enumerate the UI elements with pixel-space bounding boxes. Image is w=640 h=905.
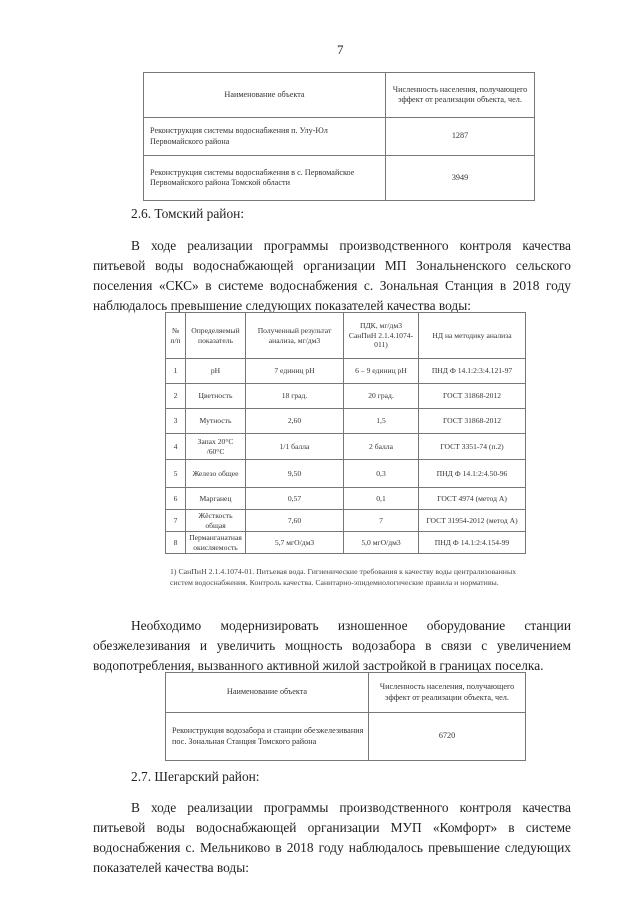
table-cell: 20 град. <box>344 384 419 409</box>
table-cell: 7 <box>344 510 419 532</box>
paragraph: В ходе реализации программы производственного контроля качества питьевой воды водоснабжающей организации МУП «Комфорт» в системе водоснабжения с. Мельниково в 2018 году наблюдалось превышение следующих показателей качества воды: <box>93 800 571 875</box>
table-cell: 2,60 <box>246 409 344 434</box>
table-cell: Жёсткость общая <box>186 510 246 532</box>
table-cell: ПНД Ф 14.1:2:4.154-99 <box>419 532 526 554</box>
table-header: Численность населения, получающего эффект от реализации объекта, чел. <box>386 73 535 118</box>
table-cell: 3949 <box>386 156 535 201</box>
table-cell: 6720 <box>369 713 526 761</box>
table-row <box>166 713 526 761</box>
table-row <box>166 409 526 434</box>
table-row <box>144 156 535 201</box>
table-cell: ПНД Ф 14.1:2:3:4.121-97 <box>419 359 526 384</box>
table-cell: 5,0 мгО/дм3 <box>344 532 419 554</box>
table-cell: 1/1 балла <box>246 434 344 460</box>
table-row <box>166 532 526 554</box>
table-cell: Перманганатная окисляемость <box>186 532 246 554</box>
section-heading: 2.7. Шегарский район: <box>131 769 260 784</box>
table-cell: 1 <box>166 359 186 384</box>
table-cell: Железо общее <box>186 460 246 488</box>
table-cell: Полученный результат анализа, мг/дм3 <box>246 313 344 359</box>
table-row <box>166 359 526 384</box>
table-cell: Наименование объекта <box>166 673 369 713</box>
table-row <box>166 488 526 510</box>
paragraph: Необходимо модернизировать изношенное оборудование станции обезжелезивания и увеличить мощность водозабора в связи с увеличением водопотребления, вызванного активной жилой застройкой в границах поселка. <box>93 618 571 673</box>
table-cell: Реконструкция системы водоснабжения в с. Первомайское Первомайского района Томской области <box>144 156 386 201</box>
table-cell: 4 <box>166 434 186 460</box>
table-cell: 2 <box>166 384 186 409</box>
table-row <box>166 384 526 409</box>
table-cell: Реконструкция системы водоснабжения п. Улу-Юл Первомайского района <box>144 118 386 156</box>
table-cell: НД на методику анализа <box>419 313 526 359</box>
table-cell: Определяемый показатель <box>186 313 246 359</box>
table-row <box>166 460 526 488</box>
table-cell: Цветность <box>186 384 246 409</box>
table-row <box>144 118 535 156</box>
table-cell: ПДК, мг/дм3 СанПиН 2.1.4.1074-011) <box>344 313 419 359</box>
table-cell: 3 <box>166 409 186 434</box>
table-cell: Запах 20°С /60°С <box>186 434 246 460</box>
table-cell: 6 – 9 единиц pH <box>344 359 419 384</box>
table-cell: ГОСТ 4974 (метод А) <box>419 488 526 510</box>
table-cell: 1287 <box>386 118 535 156</box>
table-row <box>166 434 526 460</box>
table-cell: ГОСТ 31954-2012 (метод А) <box>419 510 526 532</box>
section-heading: 2.6. Томский район: <box>131 206 245 221</box>
table-cell: ГОСТ 31868-2012 <box>419 409 526 434</box>
table-cell: 0,3 <box>344 460 419 488</box>
table-cell: 5 <box>166 460 186 488</box>
table-cell: pH <box>186 359 246 384</box>
table-cell: 8 <box>166 532 186 554</box>
table-cell: 7 единиц pH <box>246 359 344 384</box>
table-cell: ГОСТ 3351-74 (п.2) <box>419 434 526 460</box>
table-row <box>166 510 526 532</box>
table-cell: Численность населения, получающего эффект от реализации объекта, чел. <box>369 673 526 713</box>
table-objects-pervomaisky <box>143 72 535 201</box>
table-cell: 0,57 <box>246 488 344 510</box>
table-cell: 1,5 <box>344 409 419 434</box>
water-quality-table <box>165 312 526 554</box>
table-cell: ПНД Ф 14.1:2:4.50-96 <box>419 460 526 488</box>
footnote: 1) СанПиН 2.1.4.1074-01. Питьевая вода. Гигиенические требования к качеству воды централизованных систем водоснабжения. Контроль качества. Санитарно-эпидемиологические правила и нормативы. <box>170 567 517 587</box>
table-cell: 0,1 <box>344 488 419 510</box>
table-cell: 2 балла <box>344 434 419 460</box>
table-cell: 18 град. <box>246 384 344 409</box>
paragraph: В ходе реализации программы производственного контроля качества питьевой воды водоснабжающей организации МП Зональненского сельского поселения «СКС» в системе водоснабжения с. Зональная Станция в 2018 году наблюдалось превышение следующих показателей качества воды: <box>93 238 571 313</box>
table-cell: Мутность <box>186 409 246 434</box>
page-number: 7 <box>337 42 344 57</box>
table-cell: 6 <box>166 488 186 510</box>
table-cell: ГОСТ 31868-2012 <box>419 384 526 409</box>
table-cell: 7,60 <box>246 510 344 532</box>
table-cell: 7 <box>166 510 186 532</box>
table-cell: Реконструкция водозабора и станции обезжелезивания пос. Зональная Станция Томского района <box>166 713 369 761</box>
table-cell: 5,7 мгО/дм3 <box>246 532 344 554</box>
table-cell: Марганец <box>186 488 246 510</box>
table-objects-tomsky <box>165 672 526 761</box>
table-cell: № п/п <box>166 313 186 359</box>
table-header: Наименование объекта <box>144 73 386 118</box>
table-cell: 9,50 <box>246 460 344 488</box>
